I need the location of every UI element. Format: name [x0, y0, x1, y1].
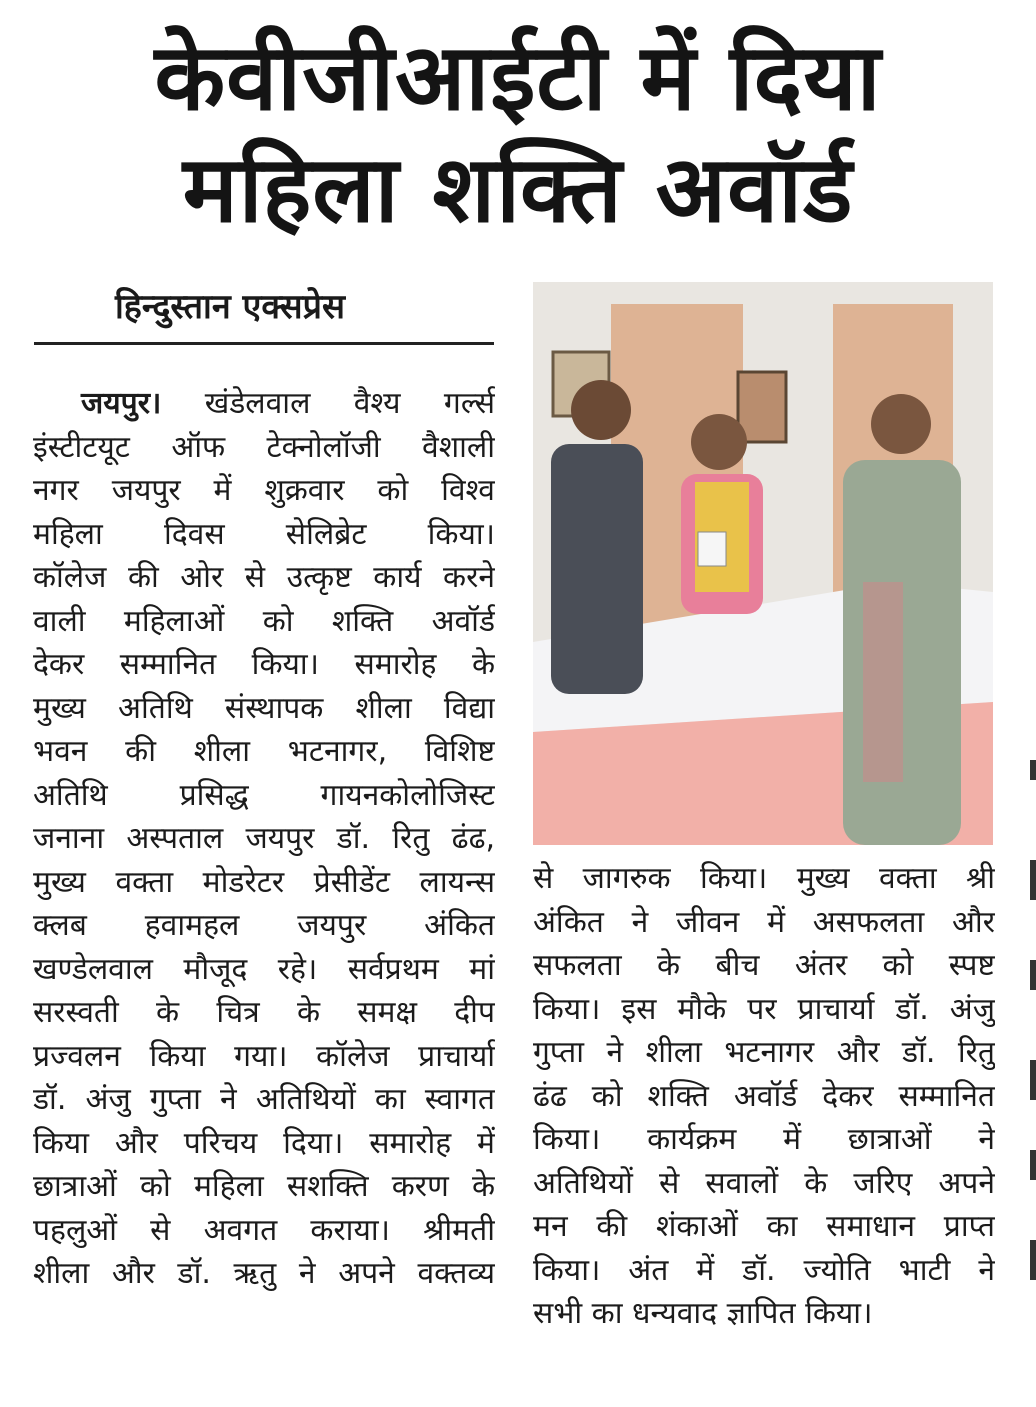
article-line: सभी का धन्यवाद ज्ञापित किया।: [533, 1296, 873, 1331]
article-line: मुख्य वक्ता मोडरेटर प्रेसीडेंट लायन्स: [33, 864, 495, 900]
byline-rule: [34, 342, 494, 345]
article-line: किया और परिचय दिया। समारोह में: [33, 1125, 495, 1161]
article-line: किया। अंत में डॉ. ज्योति भाटी ने: [533, 1252, 995, 1288]
edge-cut-mark: [1030, 1060, 1036, 1100]
headline-line-2: महिला शक्ति अवॉर्ड: [182, 136, 854, 243]
article-line: खण्डेलवाल मौजूद रहे। सर्वप्रथम मां: [33, 951, 495, 987]
article-line: भवन की शीला भटनागर, विशिष्ट: [33, 734, 495, 769]
article-line: मन की शंकाओं का समाधान प्राप्त: [533, 1209, 995, 1244]
edge-cut-mark: [1030, 860, 1036, 900]
headline-line-1: केवीजीआईटी में दिया: [154, 24, 882, 131]
article-line: सरस्वती के चित्र के समक्ष दीप: [33, 995, 495, 1030]
article-line: शीला और डॉ. ऋतु ने अपने वक्तव्य: [33, 1256, 495, 1291]
edge-cut-mark: [1030, 760, 1036, 780]
headline: [40, 22, 996, 246]
article-line: डॉ. अंजु गुप्ता ने अतिथियों का स्वागत: [33, 1082, 495, 1117]
photo-award-trophy: [698, 532, 726, 566]
article-line: अंकित ने जीवन में असफलता और: [533, 904, 995, 940]
article-line: प्रज्वलन किया गया। कॉलेज प्राचार्या: [33, 1038, 495, 1074]
article-line: महिला दिवस सेलिब्रेट किया।: [33, 516, 495, 552]
byline: हिन्दुस्तान एक्सप्रेस: [115, 287, 345, 327]
article-line: नगर जयपुर में शुक्रवार को विश्व: [33, 473, 495, 508]
dateline: जयपुर।: [81, 386, 162, 421]
photo-frame-center: [738, 372, 786, 442]
event-photo-illustration: [533, 282, 993, 845]
article-line: मुख्य अतिथि संस्थापक शीला विद्या: [33, 690, 495, 726]
edge-cut-mark: [1030, 1150, 1036, 1180]
article-line: इंस्टीटयूट ऑफ टेक्नोलॉजी वैशाली: [33, 429, 495, 465]
article-line: से जागरुक किया। मुख्य वक्ता श्री: [533, 861, 995, 896]
article-line: वाली महिलाओं को शक्ति अवॉर्ड: [33, 603, 495, 639]
article-line: क्लब हवामहल जयपुर अंकित: [33, 908, 495, 943]
article-line: सफलता के बीच अंतर को स्पष्ट: [533, 948, 995, 983]
article-line: अतिथियों से सवालों के जरिए अपने: [533, 1165, 995, 1201]
article-line: छात्राओं को महिला सशक्ति करण के: [33, 1169, 495, 1204]
article-line: किया। इस मौके पर प्राचार्या डॉ. अंजु: [533, 991, 995, 1027]
article-line: किया। कार्यक्रम में छात्राओं ने: [533, 1122, 995, 1157]
article-line: अतिथि प्रसिद्ध गायनकोलोजिस्ट: [33, 777, 495, 813]
article-line: देकर सम्मानित किया। समारोह के: [33, 647, 495, 682]
article-line: पहलुओं से अवगत कराया। श्रीमती: [33, 1212, 495, 1248]
article-line: गुप्ता ने शीला भटनागर और डॉ. रितु: [533, 1035, 995, 1070]
edge-cut-mark: [1030, 960, 1036, 990]
article-column-1: [33, 382, 495, 1296]
article-line: जनाना अस्पताल जयपुर डॉ. रितु ढंढ,: [33, 821, 495, 856]
article-column-2: [533, 857, 995, 1336]
edge-cut-mark: [1030, 1240, 1036, 1280]
article-line: कॉलेज की ओर से उत्कृष्ट कार्य करने: [33, 560, 495, 595]
event-photo: [533, 282, 993, 845]
article-line: ढंढ को शक्ति अवॉर्ड देकर सम्मानित: [533, 1078, 995, 1114]
article-line: जयपुर। खंडेलवाल वैश्य गर्ल्स: [81, 386, 495, 421]
photo-person-right: [843, 394, 961, 845]
